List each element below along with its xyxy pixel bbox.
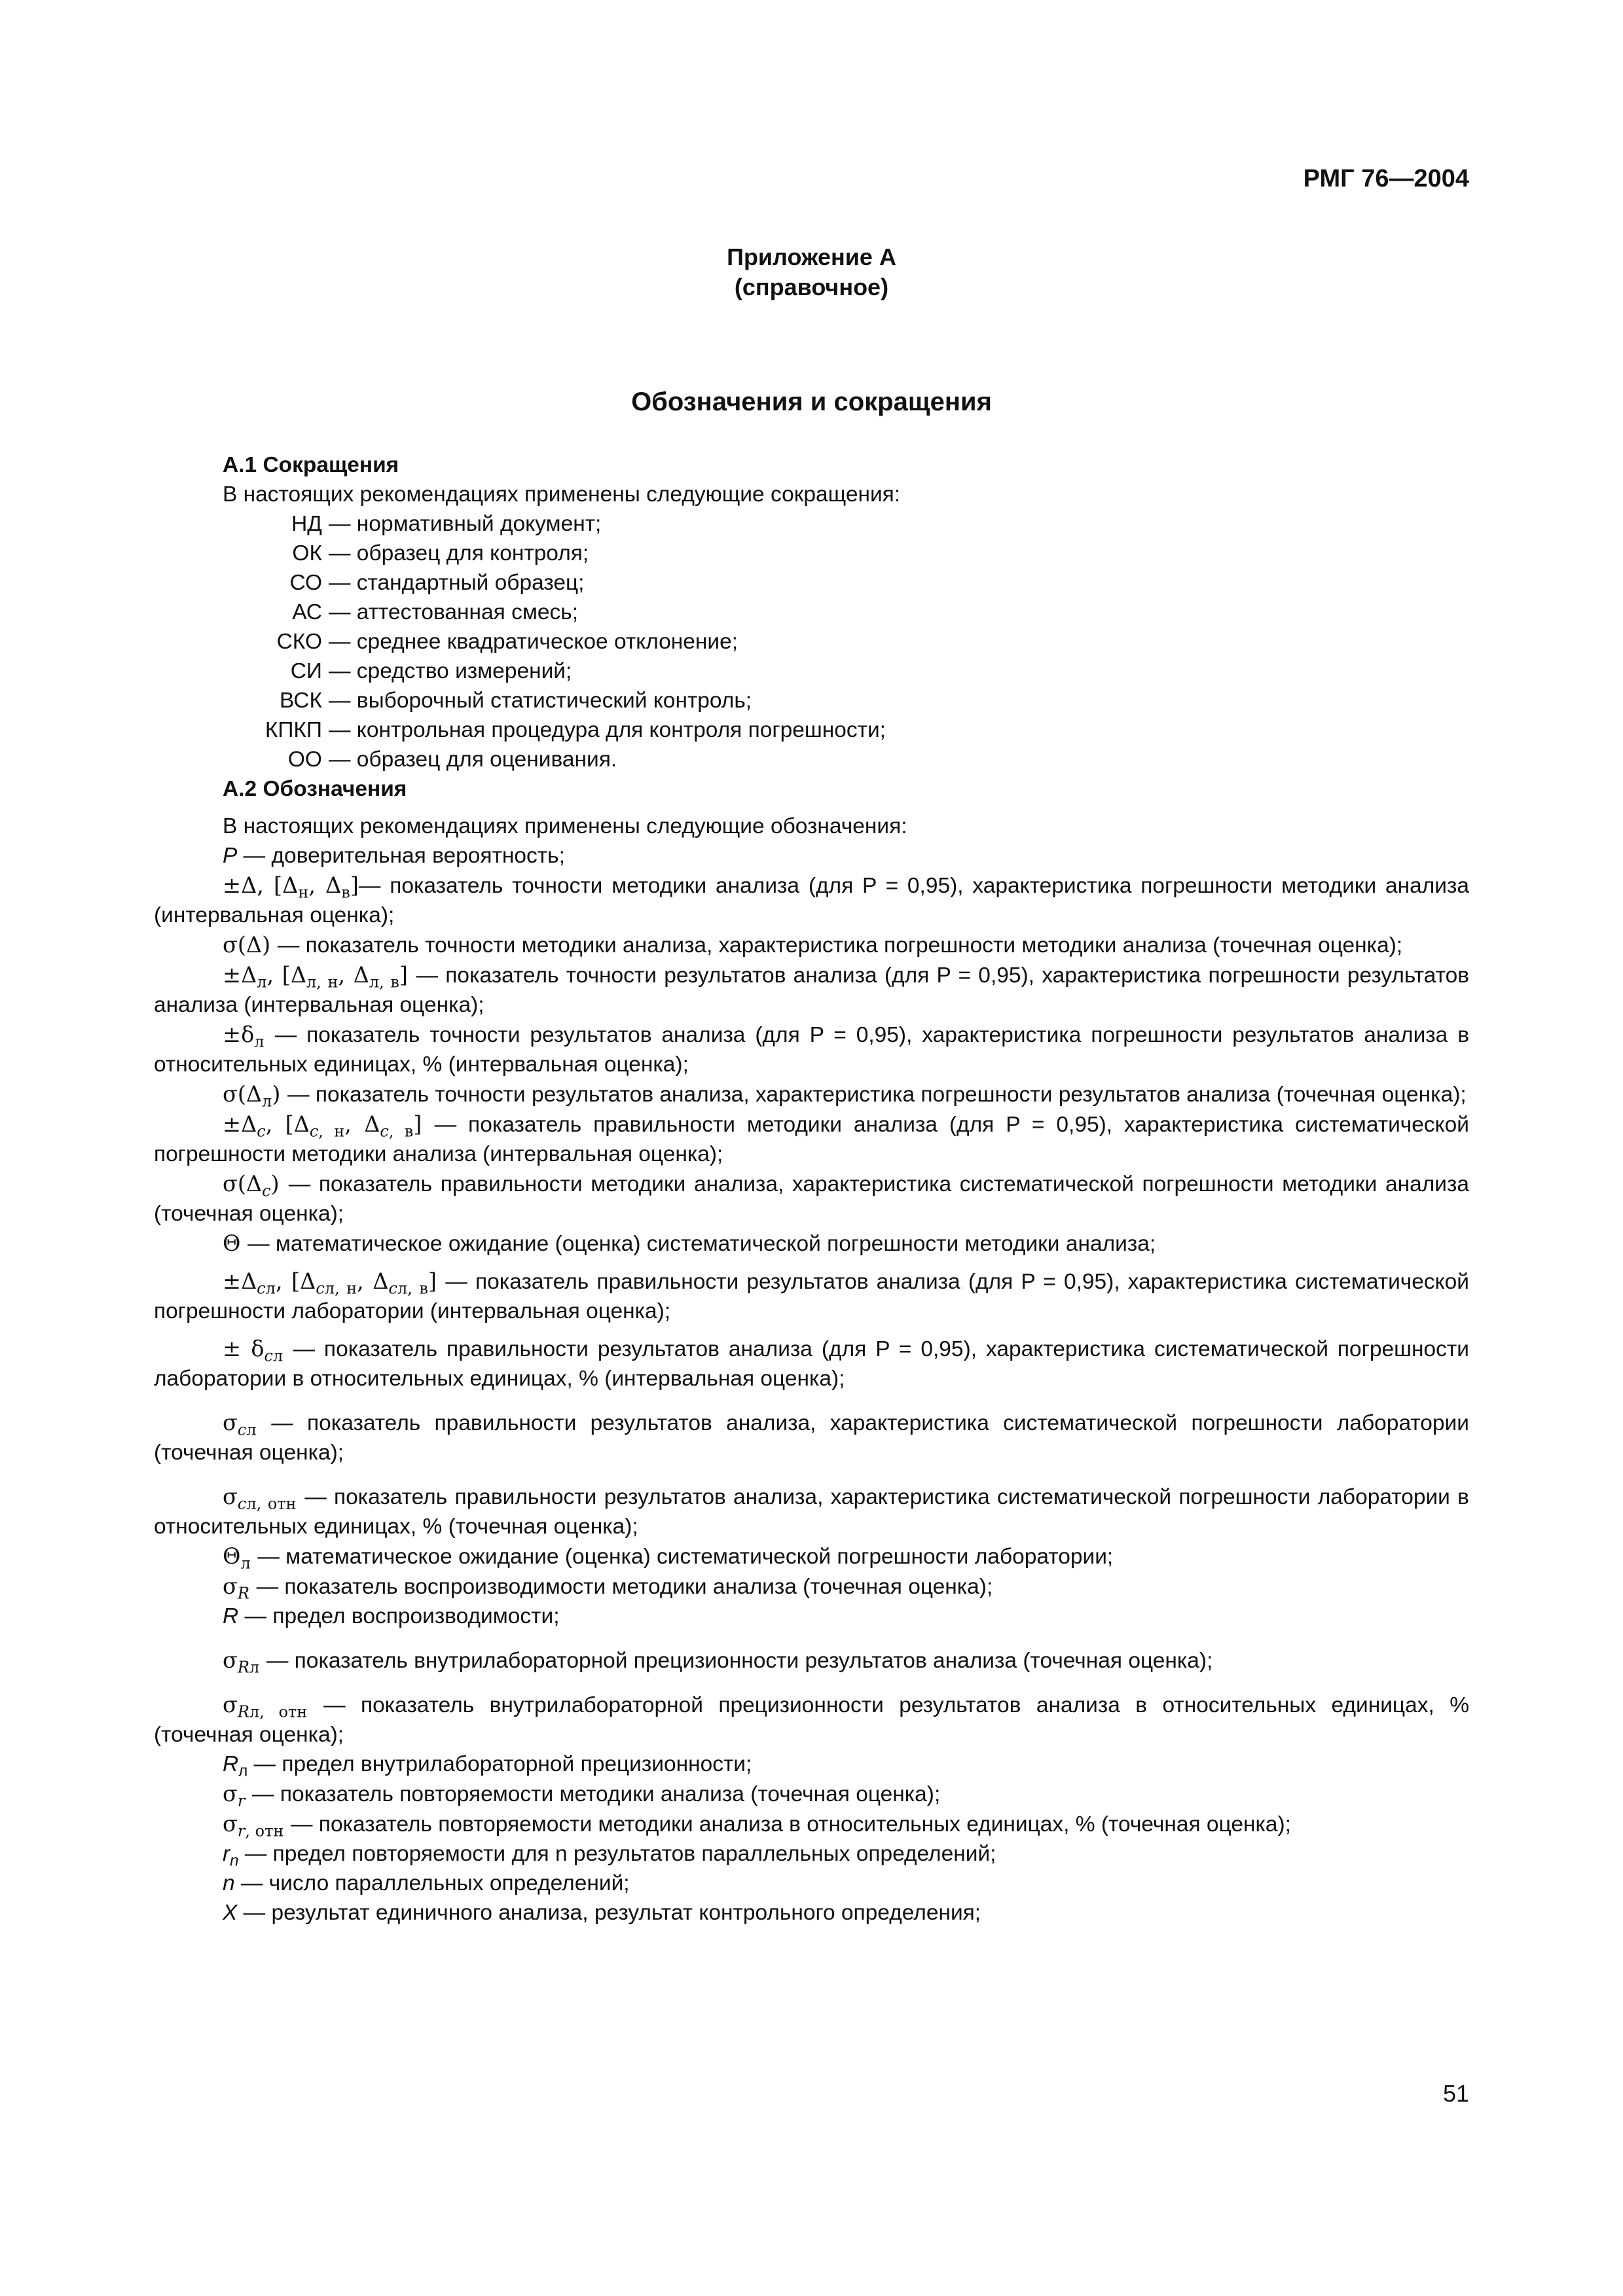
abbreviation-text: — выборочный статистический контроль; bbox=[329, 689, 752, 713]
list-item bbox=[154, 1749, 1469, 1779]
abbreviation-code: АС bbox=[292, 600, 322, 624]
abbreviation-code: СКО bbox=[276, 630, 322, 654]
list-item bbox=[154, 539, 1469, 568]
list-item bbox=[154, 930, 1469, 960]
notation-symbol: $\sigma_{cл}$ bbox=[223, 1410, 257, 1439]
list-item bbox=[154, 1869, 1469, 1898]
notation-symbol: P bbox=[223, 844, 238, 868]
notation-definition: — показатель повторяемости методики анализа (точечная оценка); bbox=[252, 1782, 941, 1806]
notation-definition: — показатель точности методики анализа, характеристика погрешности методики анализа (точечная оценка); bbox=[277, 933, 1403, 958]
notation-definition: — показатель правильности результатов анализа (для P = 0,95), характеристика систематической погрешности лаборатории (интервальная оценка); bbox=[154, 1270, 1470, 1323]
notation-symbol: $\sigma_R$ bbox=[223, 1573, 249, 1603]
notation-symbol: $\sigma_{r, отн}$ bbox=[223, 1811, 284, 1840]
notation-symbol: $\sigma_{cл, отн}$ bbox=[223, 1484, 297, 1513]
list-item bbox=[154, 627, 1469, 656]
notation-definition: — показатель точности результатов анализа (для P = 0,95), характеристика погрешности результатов анализа (интервальная оценка); bbox=[154, 963, 1470, 1017]
list-item bbox=[154, 656, 1469, 686]
notation-definition: — показатель правильности методики анализа (для P = 0,95), характеристика систематической погрешности методики анализа (интервальная оценка); bbox=[154, 1113, 1469, 1166]
notation-symbol: $R_л$ bbox=[223, 1752, 248, 1780]
list-item bbox=[154, 745, 1469, 774]
notation-symbol: $\pm\Delta_{cл}$, [$\Delta_{cл, н}$, $\Delta_{cл, в}$] bbox=[223, 1268, 446, 1298]
notation-symbol: ± $\delta_{cл}$ bbox=[223, 1336, 283, 1365]
list-item bbox=[154, 1079, 1469, 1109]
list-item bbox=[154, 1266, 1469, 1326]
notation-definition: — показатель воспроизводимости методики анализа (точечная оценка); bbox=[256, 1575, 993, 1599]
abbreviation-code: НД bbox=[291, 512, 322, 536]
notation-symbol: $\sigma_r$ bbox=[223, 1781, 246, 1810]
notation-definition: — предел воспроизводимости; bbox=[244, 1604, 560, 1628]
notation-symbol: σ(Δ) bbox=[223, 932, 278, 958]
notation-symbol: $\sigma(\Delta_л)$ bbox=[223, 1081, 288, 1111]
document-number: РМГ 76—2004 bbox=[1303, 165, 1469, 192]
notation-symbol: $r_n$ bbox=[223, 1842, 239, 1870]
abbreviation-text: — образец для контроля; bbox=[329, 541, 589, 565]
list-item bbox=[154, 1109, 1469, 1169]
notation-symbol: $\Theta_л$ bbox=[223, 1543, 251, 1573]
list-item bbox=[154, 1690, 1469, 1749]
list-item bbox=[154, 1898, 1469, 1928]
abbreviation-code: ВСК bbox=[280, 689, 322, 713]
abbreviation-code: СО bbox=[289, 571, 322, 595]
notation-definition: — показатель повторяемости методики анализа в относительных единицах, % (точечная оценка); bbox=[291, 1812, 1291, 1837]
notation-definition: — показатель правильности результатов анализа, характеристика систематической погрешности лаборатории (точечная оценка); bbox=[154, 1411, 1469, 1465]
notation-symbol: $\pm\delta_л$ bbox=[223, 1022, 264, 1051]
abbreviation-text: — нормативный документ; bbox=[329, 512, 602, 536]
notation-definition: — математическое ожидание (оценка) систематической погрешности методики анализа; bbox=[247, 1232, 1156, 1256]
list-item bbox=[154, 568, 1469, 598]
notations-intro: В настоящих рекомендациях применены следующие обозначения: bbox=[223, 814, 907, 838]
notation-symbol: $\sigma_{Rл, отн}$ bbox=[223, 1692, 308, 1721]
annex-title: Приложение А bbox=[727, 243, 896, 270]
notation-definition: — математическое ожидание (оценка) систематической погрешности лаборатории; bbox=[257, 1545, 1114, 1569]
page-number: 51 bbox=[1442, 2080, 1469, 2107]
abbreviations-heading: А.1 Сокращения bbox=[223, 453, 399, 477]
notation-symbol: R bbox=[223, 1604, 239, 1628]
notation-definition: — показатель правильности результатов анализа (для P = 0,95), характеристика систематической погрешности лаборатории в относительных единицах, % (интервальная оценка); bbox=[154, 1337, 1469, 1391]
list-item bbox=[154, 1602, 1469, 1631]
abbreviation-text: — стандартный образец; bbox=[329, 571, 585, 595]
list-item bbox=[154, 1571, 1469, 1602]
abbreviations-intro: В настоящих рекомендациях применены следующие сокращения: bbox=[223, 482, 901, 507]
notation-definition: — показатель внутрилабораторной прецизионности результатов анализа в относительных единицах, % (точечная оценка); bbox=[154, 1693, 1470, 1747]
list-item bbox=[154, 598, 1469, 627]
list-item bbox=[154, 1645, 1469, 1676]
list-item bbox=[154, 870, 1469, 930]
list-item bbox=[154, 841, 1469, 870]
list-item bbox=[154, 1334, 1469, 1393]
list-item bbox=[154, 1779, 1469, 1809]
annex-heading bbox=[0, 242, 1623, 302]
notation-definition: — показатель точности результатов анализа (для P = 0,95), характеристика погрешности результатов анализа в относительных единицах, % (интервальная оценка); bbox=[154, 1023, 1469, 1077]
abbreviation-text: — аттестованная смесь; bbox=[329, 600, 579, 624]
notation-definition: — предел внутрилабораторной прецизионности; bbox=[253, 1752, 752, 1776]
notation-symbol: $\pm\Delta_c$, [$\Delta_{c, н}$, $\Delta_{c, в}$] bbox=[223, 1111, 435, 1141]
notation-definition: — показатель точности методики анализа (для P = 0,95), характеристика погрешности методики анализа (интервальная оценка); bbox=[154, 874, 1469, 927]
list-item bbox=[154, 1541, 1469, 1571]
abbreviation-text: — среднее квадратическое отклонение; bbox=[329, 630, 739, 654]
abbreviations-list bbox=[154, 509, 1469, 774]
notation-definition: — доверительная вероятность; bbox=[243, 844, 565, 868]
list-item bbox=[154, 686, 1469, 715]
notation-definition: — показатель точности результатов анализа, характеристика погрешности результатов анализа (точечная оценка); bbox=[287, 1083, 1467, 1107]
list-item bbox=[154, 1839, 1469, 1869]
notation-symbol: Θ bbox=[223, 1230, 248, 1256]
notation-definition: — число параллельных определений; bbox=[240, 1871, 630, 1895]
section-title: Обозначения и сокращения bbox=[631, 387, 992, 416]
notation-definition: — предел повторяемости для n результатов параллельных определений; bbox=[244, 1842, 996, 1866]
list-item bbox=[154, 1229, 1469, 1259]
notation-symbol: X bbox=[223, 1901, 238, 1925]
abbreviation-code: ОК bbox=[292, 541, 322, 565]
abbreviation-text: — средство измерений; bbox=[329, 659, 572, 683]
list-item bbox=[154, 1482, 1469, 1541]
list-item bbox=[154, 1408, 1469, 1467]
notation-symbol: $\pm\Delta_л$, [$\Delta_{л, н}$, $\Delta_{л, в}$] bbox=[223, 962, 416, 992]
abbreviation-code: ОО bbox=[287, 747, 322, 772]
list-item bbox=[154, 1169, 1469, 1229]
list-item bbox=[154, 960, 1469, 1020]
notation-symbol: ±Δ, [$\Delta_н$, $\Delta_в$] bbox=[223, 872, 359, 902]
list-item bbox=[154, 1020, 1469, 1079]
list-item bbox=[154, 1809, 1469, 1839]
annex-subtitle: (справочное) bbox=[734, 274, 889, 300]
document-body bbox=[154, 450, 1469, 1928]
notation-symbol: $\sigma_{Rл}$ bbox=[223, 1647, 260, 1677]
abbreviation-code: СИ bbox=[290, 659, 322, 683]
notation-symbol: n bbox=[223, 1871, 235, 1895]
notation-definition: — показатель внутрилабораторной прецизионности результатов анализа (точечная оценка); bbox=[266, 1649, 1213, 1673]
abbreviation-text: — контрольная процедура для контроля погрешности; bbox=[329, 718, 886, 742]
abbreviation-text: — образец для оценивания. bbox=[329, 747, 617, 772]
notations-heading: А.2 Обозначения bbox=[223, 777, 407, 801]
list-item bbox=[154, 715, 1469, 745]
notation-definition: — показатель правильности результатов анализа, характеристика систематической погрешности лаборатории в относительных единицах, % (точечная оценка); bbox=[154, 1485, 1469, 1539]
notation-definition: — результат единичного анализа, результат контрольного определения; bbox=[243, 1901, 981, 1925]
list-item bbox=[154, 509, 1469, 539]
notation-definition: — показатель правильности методики анализа, характеристика систематической погрешности методики анализа (точечная оценка); bbox=[154, 1172, 1469, 1226]
abbreviation-code: КПКП bbox=[264, 718, 322, 742]
notation-symbol: $\sigma(\Delta_c)$ bbox=[223, 1171, 289, 1200]
